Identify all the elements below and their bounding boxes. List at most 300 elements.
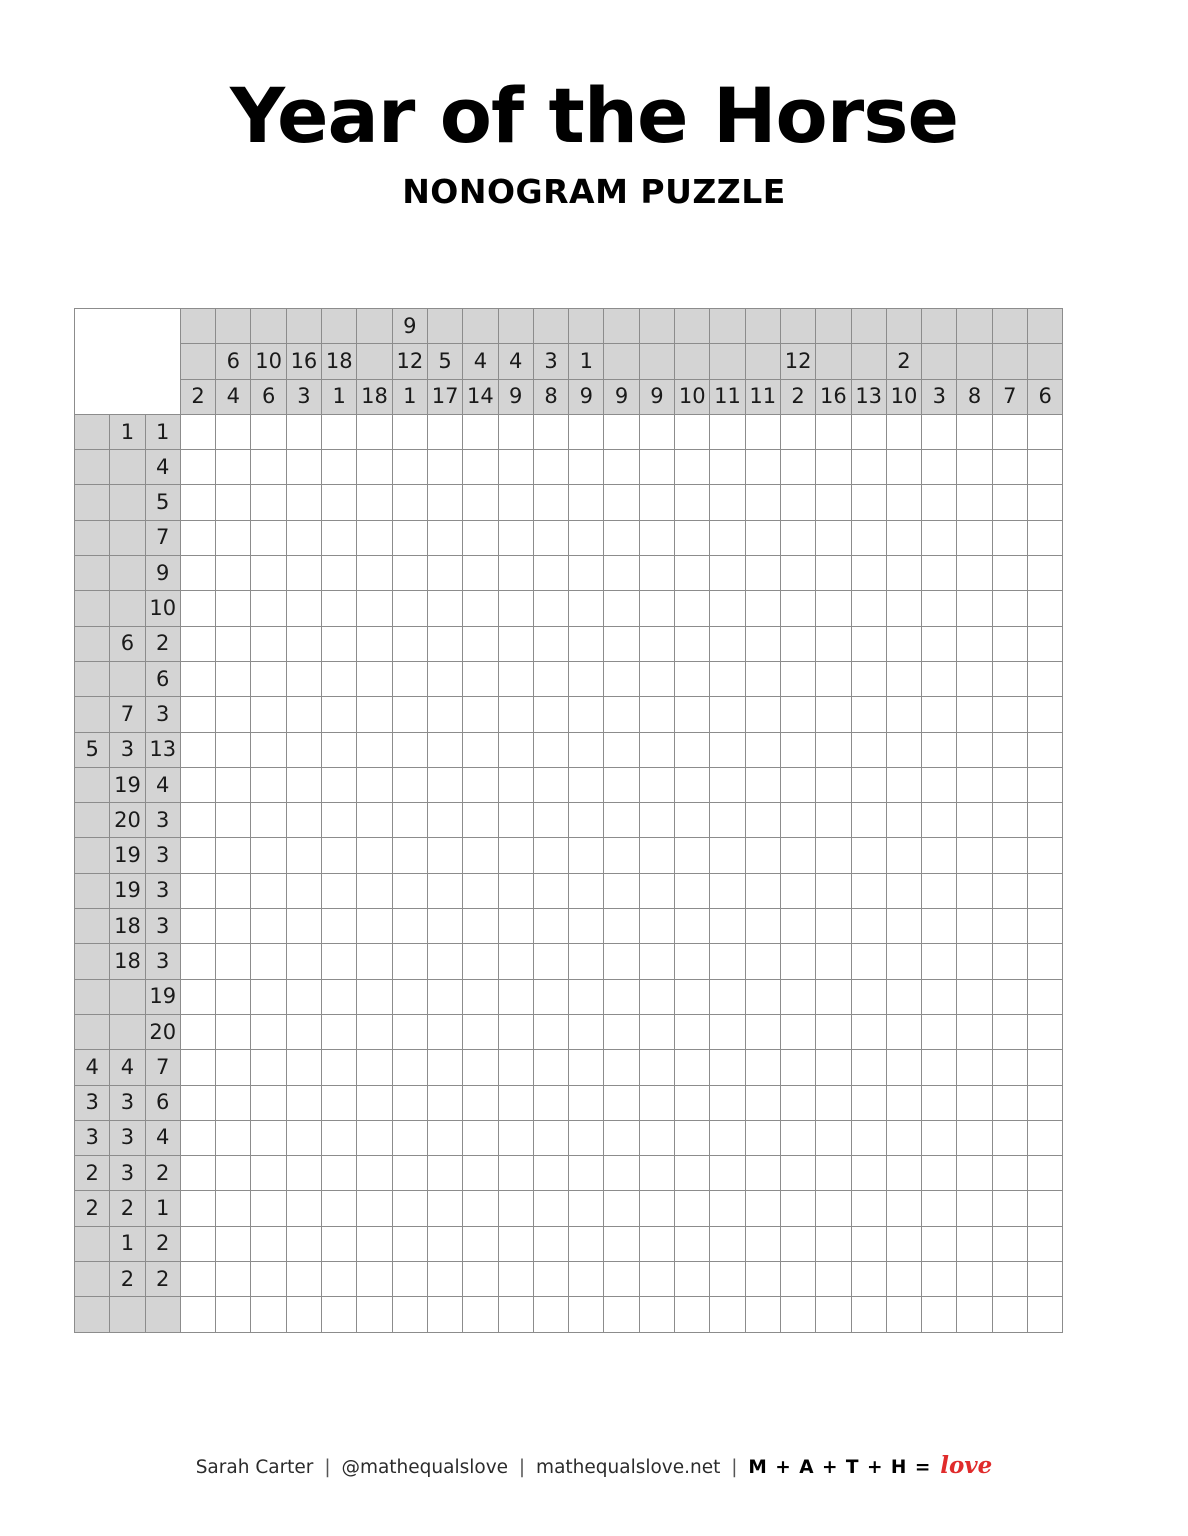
puzzle-cell[interactable] bbox=[639, 909, 674, 944]
puzzle-cell[interactable] bbox=[251, 873, 286, 908]
puzzle-cell[interactable] bbox=[1028, 485, 1063, 520]
puzzle-cell[interactable] bbox=[463, 414, 498, 449]
puzzle-cell[interactable] bbox=[357, 944, 392, 979]
puzzle-cell[interactable] bbox=[286, 450, 321, 485]
puzzle-cell[interactable] bbox=[745, 944, 780, 979]
puzzle-cell[interactable] bbox=[639, 1120, 674, 1155]
puzzle-cell[interactable] bbox=[639, 732, 674, 767]
puzzle-cell[interactable] bbox=[992, 591, 1027, 626]
puzzle-cell[interactable] bbox=[1028, 414, 1063, 449]
puzzle-cell[interactable] bbox=[180, 1226, 215, 1261]
puzzle-cell[interactable] bbox=[851, 803, 886, 838]
puzzle-cell[interactable] bbox=[1028, 1156, 1063, 1191]
puzzle-cell[interactable] bbox=[498, 944, 533, 979]
puzzle-cell[interactable] bbox=[498, 414, 533, 449]
puzzle-cell[interactable] bbox=[392, 1191, 427, 1226]
puzzle-cell[interactable] bbox=[745, 803, 780, 838]
puzzle-cell[interactable] bbox=[569, 661, 604, 696]
puzzle-cell[interactable] bbox=[816, 1297, 851, 1332]
puzzle-cell[interactable] bbox=[180, 556, 215, 591]
puzzle-cell[interactable] bbox=[357, 1226, 392, 1261]
puzzle-cell[interactable] bbox=[886, 873, 921, 908]
puzzle-cell[interactable] bbox=[1028, 1120, 1063, 1155]
puzzle-cell[interactable] bbox=[1028, 944, 1063, 979]
puzzle-cell[interactable] bbox=[251, 767, 286, 802]
puzzle-cell[interactable] bbox=[216, 732, 251, 767]
puzzle-cell[interactable] bbox=[216, 697, 251, 732]
puzzle-cell[interactable] bbox=[992, 414, 1027, 449]
puzzle-cell[interactable] bbox=[992, 626, 1027, 661]
puzzle-cell[interactable] bbox=[322, 556, 357, 591]
puzzle-cell[interactable] bbox=[992, 1297, 1027, 1332]
puzzle-cell[interactable] bbox=[569, 979, 604, 1014]
puzzle-cell[interactable] bbox=[322, 732, 357, 767]
puzzle-cell[interactable] bbox=[992, 697, 1027, 732]
puzzle-cell[interactable] bbox=[322, 1156, 357, 1191]
puzzle-cell[interactable] bbox=[216, 803, 251, 838]
puzzle-cell[interactable] bbox=[427, 520, 462, 555]
puzzle-cell[interactable] bbox=[886, 979, 921, 1014]
puzzle-cell[interactable] bbox=[533, 979, 568, 1014]
puzzle-cell[interactable] bbox=[816, 944, 851, 979]
puzzle-cell[interactable] bbox=[780, 1014, 815, 1049]
puzzle-cell[interactable] bbox=[498, 803, 533, 838]
puzzle-cell[interactable] bbox=[922, 697, 957, 732]
puzzle-cell[interactable] bbox=[392, 1156, 427, 1191]
puzzle-cell[interactable] bbox=[675, 1085, 710, 1120]
puzzle-cell[interactable] bbox=[180, 1014, 215, 1049]
puzzle-cell[interactable] bbox=[816, 838, 851, 873]
puzzle-cell[interactable] bbox=[216, 979, 251, 1014]
puzzle-cell[interactable] bbox=[957, 1191, 992, 1226]
puzzle-cell[interactable] bbox=[286, 732, 321, 767]
puzzle-cell[interactable] bbox=[745, 661, 780, 696]
puzzle-cell[interactable] bbox=[216, 1156, 251, 1191]
puzzle-cell[interactable] bbox=[1028, 873, 1063, 908]
puzzle-cell[interactable] bbox=[251, 732, 286, 767]
puzzle-cell[interactable] bbox=[639, 414, 674, 449]
puzzle-cell[interactable] bbox=[216, 873, 251, 908]
puzzle-cell[interactable] bbox=[675, 556, 710, 591]
puzzle-cell[interactable] bbox=[886, 732, 921, 767]
puzzle-cell[interactable] bbox=[922, 626, 957, 661]
puzzle-cell[interactable] bbox=[816, 979, 851, 1014]
puzzle-cell[interactable] bbox=[957, 1262, 992, 1297]
puzzle-cell[interactable] bbox=[286, 697, 321, 732]
puzzle-cell[interactable] bbox=[533, 1191, 568, 1226]
puzzle-cell[interactable] bbox=[357, 556, 392, 591]
puzzle-cell[interactable] bbox=[992, 1156, 1027, 1191]
puzzle-cell[interactable] bbox=[569, 450, 604, 485]
puzzle-cell[interactable] bbox=[569, 767, 604, 802]
puzzle-cell[interactable] bbox=[357, 1120, 392, 1155]
puzzle-cell[interactable] bbox=[886, 520, 921, 555]
puzzle-cell[interactable] bbox=[251, 1191, 286, 1226]
puzzle-cell[interactable] bbox=[322, 1262, 357, 1297]
puzzle-cell[interactable] bbox=[427, 1191, 462, 1226]
puzzle-cell[interactable] bbox=[604, 838, 639, 873]
puzzle-cell[interactable] bbox=[216, 1014, 251, 1049]
puzzle-cell[interactable] bbox=[498, 450, 533, 485]
puzzle-cell[interactable] bbox=[533, 626, 568, 661]
puzzle-cell[interactable] bbox=[251, 944, 286, 979]
puzzle-cell[interactable] bbox=[533, 414, 568, 449]
puzzle-cell[interactable] bbox=[216, 838, 251, 873]
puzzle-cell[interactable] bbox=[322, 520, 357, 555]
puzzle-cell[interactable] bbox=[251, 485, 286, 520]
puzzle-cell[interactable] bbox=[886, 1191, 921, 1226]
puzzle-cell[interactable] bbox=[604, 450, 639, 485]
puzzle-cell[interactable] bbox=[322, 591, 357, 626]
puzzle-cell[interactable] bbox=[322, 626, 357, 661]
puzzle-cell[interactable] bbox=[357, 626, 392, 661]
puzzle-cell[interactable] bbox=[322, 661, 357, 696]
puzzle-cell[interactable] bbox=[180, 1262, 215, 1297]
puzzle-cell[interactable] bbox=[816, 909, 851, 944]
puzzle-cell[interactable] bbox=[922, 873, 957, 908]
puzzle-cell[interactable] bbox=[780, 1226, 815, 1261]
puzzle-cell[interactable] bbox=[463, 661, 498, 696]
puzzle-cell[interactable] bbox=[886, 1050, 921, 1085]
puzzle-cell[interactable] bbox=[710, 697, 745, 732]
puzzle-cell[interactable] bbox=[569, 626, 604, 661]
puzzle-cell[interactable] bbox=[533, 1226, 568, 1261]
puzzle-cell[interactable] bbox=[357, 697, 392, 732]
puzzle-cell[interactable] bbox=[216, 485, 251, 520]
puzzle-cell[interactable] bbox=[251, 979, 286, 1014]
puzzle-cell[interactable] bbox=[251, 591, 286, 626]
puzzle-cell[interactable] bbox=[180, 414, 215, 449]
puzzle-cell[interactable] bbox=[604, 1226, 639, 1261]
puzzle-cell[interactable] bbox=[427, 485, 462, 520]
puzzle-cell[interactable] bbox=[392, 838, 427, 873]
puzzle-cell[interactable] bbox=[780, 732, 815, 767]
puzzle-cell[interactable] bbox=[639, 1014, 674, 1049]
puzzle-cell[interactable] bbox=[851, 520, 886, 555]
puzzle-cell[interactable] bbox=[851, 944, 886, 979]
puzzle-cell[interactable] bbox=[286, 414, 321, 449]
puzzle-cell[interactable] bbox=[851, 450, 886, 485]
puzzle-cell[interactable] bbox=[392, 1120, 427, 1155]
puzzle-cell[interactable] bbox=[745, 591, 780, 626]
puzzle-cell[interactable] bbox=[286, 556, 321, 591]
puzzle-cell[interactable] bbox=[498, 1226, 533, 1261]
puzzle-cell[interactable] bbox=[710, 661, 745, 696]
puzzle-cell[interactable] bbox=[216, 1120, 251, 1155]
puzzle-cell[interactable] bbox=[851, 873, 886, 908]
puzzle-cell[interactable] bbox=[286, 1156, 321, 1191]
puzzle-cell[interactable] bbox=[180, 1297, 215, 1332]
puzzle-cell[interactable] bbox=[922, 979, 957, 1014]
puzzle-cell[interactable] bbox=[357, 485, 392, 520]
puzzle-cell[interactable] bbox=[533, 697, 568, 732]
puzzle-cell[interactable] bbox=[922, 1085, 957, 1120]
footer-website[interactable]: mathequalslove.net bbox=[536, 1457, 721, 1478]
puzzle-cell[interactable] bbox=[992, 556, 1027, 591]
puzzle-cell[interactable] bbox=[1028, 767, 1063, 802]
puzzle-cell[interactable] bbox=[992, 838, 1027, 873]
puzzle-cell[interactable] bbox=[639, 1156, 674, 1191]
puzzle-cell[interactable] bbox=[780, 838, 815, 873]
puzzle-cell[interactable] bbox=[604, 1085, 639, 1120]
puzzle-cell[interactable] bbox=[604, 873, 639, 908]
puzzle-cell[interactable] bbox=[992, 873, 1027, 908]
puzzle-cell[interactable] bbox=[851, 1014, 886, 1049]
puzzle-cell[interactable] bbox=[392, 767, 427, 802]
puzzle-cell[interactable] bbox=[357, 979, 392, 1014]
puzzle-cell[interactable] bbox=[533, 1085, 568, 1120]
puzzle-cell[interactable] bbox=[675, 626, 710, 661]
puzzle-cell[interactable] bbox=[816, 661, 851, 696]
puzzle-cell[interactable] bbox=[886, 591, 921, 626]
puzzle-cell[interactable] bbox=[639, 1191, 674, 1226]
puzzle-cell[interactable] bbox=[427, 1014, 462, 1049]
puzzle-cell[interactable] bbox=[392, 485, 427, 520]
puzzle-cell[interactable] bbox=[675, 697, 710, 732]
puzzle-cell[interactable] bbox=[710, 803, 745, 838]
puzzle-cell[interactable] bbox=[286, 485, 321, 520]
puzzle-cell[interactable] bbox=[886, 1297, 921, 1332]
puzzle-cell[interactable] bbox=[392, 591, 427, 626]
puzzle-cell[interactable] bbox=[780, 767, 815, 802]
puzzle-cell[interactable] bbox=[569, 1014, 604, 1049]
puzzle-cell[interactable] bbox=[463, 1297, 498, 1332]
puzzle-cell[interactable] bbox=[816, 450, 851, 485]
puzzle-cell[interactable] bbox=[710, 414, 745, 449]
puzzle-cell[interactable] bbox=[816, 591, 851, 626]
puzzle-cell[interactable] bbox=[216, 1262, 251, 1297]
puzzle-cell[interactable] bbox=[498, 1297, 533, 1332]
puzzle-cell[interactable] bbox=[957, 1156, 992, 1191]
nonogram-grid[interactable] bbox=[74, 308, 1063, 1333]
puzzle-cell[interactable] bbox=[463, 1050, 498, 1085]
puzzle-cell[interactable] bbox=[851, 838, 886, 873]
puzzle-cell[interactable] bbox=[992, 803, 1027, 838]
puzzle-cell[interactable] bbox=[427, 626, 462, 661]
puzzle-cell[interactable] bbox=[180, 591, 215, 626]
puzzle-cell[interactable] bbox=[675, 838, 710, 873]
puzzle-cell[interactable] bbox=[498, 1120, 533, 1155]
puzzle-cell[interactable] bbox=[286, 1120, 321, 1155]
puzzle-cell[interactable] bbox=[992, 520, 1027, 555]
puzzle-cell[interactable] bbox=[886, 838, 921, 873]
puzzle-cell[interactable] bbox=[463, 1226, 498, 1261]
puzzle-cell[interactable] bbox=[886, 1085, 921, 1120]
puzzle-cell[interactable] bbox=[392, 1297, 427, 1332]
puzzle-cell[interactable] bbox=[251, 1297, 286, 1332]
puzzle-cell[interactable] bbox=[922, 838, 957, 873]
puzzle-cell[interactable] bbox=[286, 591, 321, 626]
puzzle-cell[interactable] bbox=[816, 873, 851, 908]
puzzle-cell[interactable] bbox=[851, 909, 886, 944]
puzzle-cell[interactable] bbox=[463, 909, 498, 944]
puzzle-cell[interactable] bbox=[886, 414, 921, 449]
puzzle-cell[interactable] bbox=[745, 909, 780, 944]
puzzle-cell[interactable] bbox=[780, 661, 815, 696]
puzzle-cell[interactable] bbox=[992, 1262, 1027, 1297]
puzzle-cell[interactable] bbox=[957, 873, 992, 908]
puzzle-cell[interactable] bbox=[886, 1226, 921, 1261]
puzzle-cell[interactable] bbox=[1028, 556, 1063, 591]
puzzle-cell[interactable] bbox=[533, 450, 568, 485]
puzzle-cell[interactable] bbox=[604, 767, 639, 802]
puzzle-cell[interactable] bbox=[745, 626, 780, 661]
puzzle-cell[interactable] bbox=[710, 1191, 745, 1226]
puzzle-cell[interactable] bbox=[604, 485, 639, 520]
puzzle-cell[interactable] bbox=[710, 838, 745, 873]
puzzle-cell[interactable] bbox=[957, 803, 992, 838]
puzzle-cell[interactable] bbox=[498, 1085, 533, 1120]
puzzle-cell[interactable] bbox=[780, 909, 815, 944]
puzzle-cell[interactable] bbox=[569, 803, 604, 838]
puzzle-cell[interactable] bbox=[710, 1262, 745, 1297]
puzzle-cell[interactable] bbox=[745, 556, 780, 591]
puzzle-cell[interactable] bbox=[180, 732, 215, 767]
puzzle-cell[interactable] bbox=[498, 767, 533, 802]
puzzle-cell[interactable] bbox=[922, 1156, 957, 1191]
puzzle-cell[interactable] bbox=[216, 944, 251, 979]
puzzle-cell[interactable] bbox=[710, 450, 745, 485]
puzzle-cell[interactable] bbox=[216, 556, 251, 591]
puzzle-cell[interactable] bbox=[604, 661, 639, 696]
puzzle-cell[interactable] bbox=[569, 732, 604, 767]
puzzle-cell[interactable] bbox=[322, 803, 357, 838]
puzzle-cell[interactable] bbox=[780, 697, 815, 732]
puzzle-cell[interactable] bbox=[639, 591, 674, 626]
puzzle-cell[interactable] bbox=[922, 732, 957, 767]
puzzle-cell[interactable] bbox=[992, 1085, 1027, 1120]
puzzle-cell[interactable] bbox=[886, 1014, 921, 1049]
puzzle-cell[interactable] bbox=[922, 450, 957, 485]
puzzle-cell[interactable] bbox=[180, 697, 215, 732]
puzzle-cell[interactable] bbox=[357, 1297, 392, 1332]
puzzle-cell[interactable] bbox=[498, 626, 533, 661]
puzzle-cell[interactable] bbox=[392, 1262, 427, 1297]
puzzle-cell[interactable] bbox=[322, 838, 357, 873]
puzzle-cell[interactable] bbox=[675, 1226, 710, 1261]
puzzle-cell[interactable] bbox=[392, 803, 427, 838]
puzzle-cell[interactable] bbox=[569, 697, 604, 732]
puzzle-cell[interactable] bbox=[463, 485, 498, 520]
puzzle-cell[interactable] bbox=[569, 873, 604, 908]
puzzle-cell[interactable] bbox=[957, 1120, 992, 1155]
puzzle-cell[interactable] bbox=[427, 1297, 462, 1332]
puzzle-cell[interactable] bbox=[992, 767, 1027, 802]
puzzle-cell[interactable] bbox=[745, 979, 780, 1014]
puzzle-cell[interactable] bbox=[569, 414, 604, 449]
puzzle-cell[interactable] bbox=[992, 909, 1027, 944]
puzzle-cell[interactable] bbox=[392, 944, 427, 979]
puzzle-cell[interactable] bbox=[569, 944, 604, 979]
puzzle-cell[interactable] bbox=[569, 1297, 604, 1332]
puzzle-cell[interactable] bbox=[604, 626, 639, 661]
puzzle-cell[interactable] bbox=[957, 1226, 992, 1261]
puzzle-cell[interactable] bbox=[357, 1262, 392, 1297]
puzzle-cell[interactable] bbox=[851, 697, 886, 732]
puzzle-cell[interactable] bbox=[569, 1085, 604, 1120]
puzzle-cell[interactable] bbox=[427, 1226, 462, 1261]
puzzle-cell[interactable] bbox=[216, 450, 251, 485]
puzzle-cell[interactable] bbox=[851, 485, 886, 520]
puzzle-cell[interactable] bbox=[957, 626, 992, 661]
puzzle-cell[interactable] bbox=[957, 414, 992, 449]
puzzle-cell[interactable] bbox=[675, 1156, 710, 1191]
puzzle-cell[interactable] bbox=[710, 1226, 745, 1261]
puzzle-cell[interactable] bbox=[745, 485, 780, 520]
puzzle-cell[interactable] bbox=[639, 944, 674, 979]
puzzle-cell[interactable] bbox=[533, 944, 568, 979]
puzzle-cell[interactable] bbox=[639, 556, 674, 591]
puzzle-cell[interactable] bbox=[498, 1156, 533, 1191]
puzzle-cell[interactable] bbox=[427, 414, 462, 449]
puzzle-cell[interactable] bbox=[427, 979, 462, 1014]
puzzle-cell[interactable] bbox=[745, 1262, 780, 1297]
puzzle-cell[interactable] bbox=[992, 1191, 1027, 1226]
puzzle-cell[interactable] bbox=[498, 909, 533, 944]
puzzle-cell[interactable] bbox=[1028, 520, 1063, 555]
puzzle-cell[interactable] bbox=[957, 520, 992, 555]
puzzle-cell[interactable] bbox=[639, 485, 674, 520]
puzzle-cell[interactable] bbox=[251, 909, 286, 944]
puzzle-cell[interactable] bbox=[286, 803, 321, 838]
puzzle-cell[interactable] bbox=[710, 1156, 745, 1191]
puzzle-cell[interactable] bbox=[886, 803, 921, 838]
puzzle-cell[interactable] bbox=[816, 1085, 851, 1120]
puzzle-cell[interactable] bbox=[251, 1085, 286, 1120]
puzzle-cell[interactable] bbox=[533, 1262, 568, 1297]
puzzle-cell[interactable] bbox=[886, 556, 921, 591]
puzzle-cell[interactable] bbox=[851, 732, 886, 767]
puzzle-cell[interactable] bbox=[251, 661, 286, 696]
puzzle-cell[interactable] bbox=[286, 838, 321, 873]
puzzle-cell[interactable] bbox=[427, 944, 462, 979]
puzzle-cell[interactable] bbox=[675, 944, 710, 979]
puzzle-cell[interactable] bbox=[816, 1014, 851, 1049]
puzzle-cell[interactable] bbox=[604, 732, 639, 767]
puzzle-cell[interactable] bbox=[463, 450, 498, 485]
puzzle-cell[interactable] bbox=[675, 520, 710, 555]
puzzle-cell[interactable] bbox=[780, 979, 815, 1014]
puzzle-cell[interactable] bbox=[533, 1014, 568, 1049]
puzzle-cell[interactable] bbox=[180, 979, 215, 1014]
puzzle-cell[interactable] bbox=[322, 767, 357, 802]
puzzle-cell[interactable] bbox=[604, 1050, 639, 1085]
puzzle-cell[interactable] bbox=[357, 661, 392, 696]
puzzle-cell[interactable] bbox=[1028, 1014, 1063, 1049]
puzzle-cell[interactable] bbox=[957, 838, 992, 873]
puzzle-cell[interactable] bbox=[357, 767, 392, 802]
puzzle-cell[interactable] bbox=[1028, 838, 1063, 873]
puzzle-cell[interactable] bbox=[639, 626, 674, 661]
puzzle-cell[interactable] bbox=[463, 873, 498, 908]
puzzle-cell[interactable] bbox=[851, 1050, 886, 1085]
puzzle-cell[interactable] bbox=[604, 1262, 639, 1297]
puzzle-cell[interactable] bbox=[463, 732, 498, 767]
puzzle-cell[interactable] bbox=[216, 626, 251, 661]
puzzle-cell[interactable] bbox=[463, 1262, 498, 1297]
puzzle-cell[interactable] bbox=[710, 767, 745, 802]
puzzle-cell[interactable] bbox=[216, 767, 251, 802]
puzzle-cell[interactable] bbox=[569, 909, 604, 944]
puzzle-cell[interactable] bbox=[745, 697, 780, 732]
puzzle-cell[interactable] bbox=[427, 556, 462, 591]
puzzle-cell[interactable] bbox=[957, 944, 992, 979]
puzzle-cell[interactable] bbox=[498, 873, 533, 908]
puzzle-cell[interactable] bbox=[180, 838, 215, 873]
puzzle-cell[interactable] bbox=[427, 873, 462, 908]
puzzle-cell[interactable] bbox=[427, 1156, 462, 1191]
puzzle-cell[interactable] bbox=[675, 1120, 710, 1155]
